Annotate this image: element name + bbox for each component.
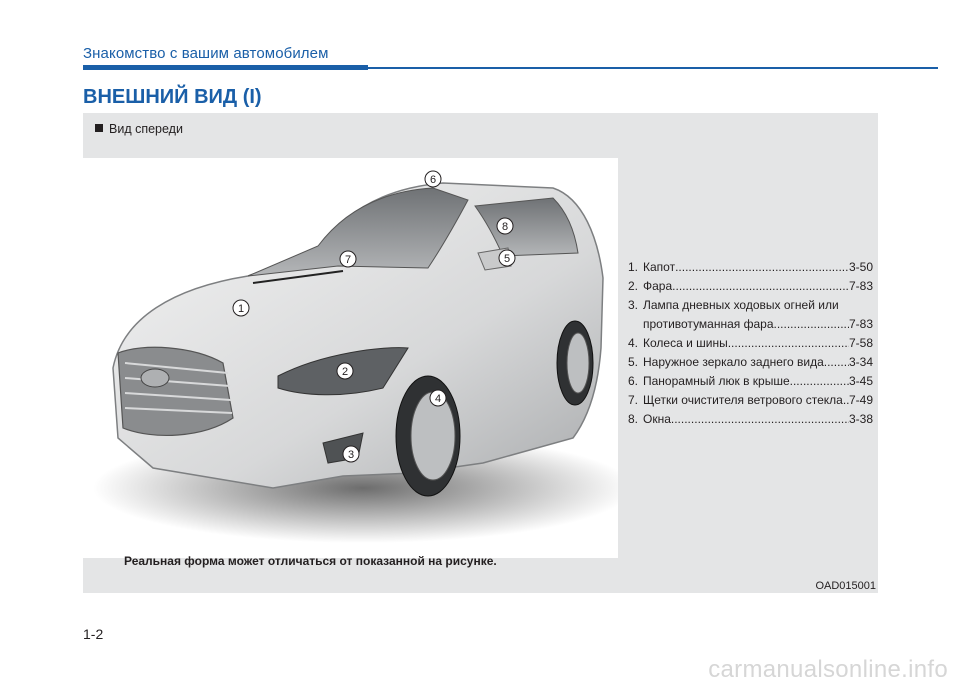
legend-num: 6. <box>628 374 639 388</box>
callout-5 <box>499 250 515 266</box>
grille <box>118 347 233 435</box>
grille-emblem <box>141 369 169 387</box>
legend-label: Лампа дневных ходовых огней или <box>643 298 839 312</box>
callout-7 <box>340 251 356 267</box>
legend-page: 7-58 <box>848 336 873 350</box>
leader-dots <box>824 353 849 372</box>
legend-item <box>628 258 873 277</box>
legend-item <box>628 391 873 410</box>
legend-num: 7. <box>628 393 639 407</box>
legend-page: 3-34 <box>848 355 873 369</box>
leader-dots <box>671 410 849 429</box>
car-illustration <box>83 158 618 558</box>
legend-item <box>628 277 873 296</box>
legend-page: 3-45 <box>848 374 873 388</box>
svg-text:5: 5 <box>503 253 511 265</box>
header-rule-thin <box>368 67 938 69</box>
figure-code: OAD015001 <box>815 580 876 592</box>
legend-item <box>628 410 873 429</box>
page-heading: ВНЕШНИЙ ВИД (I) <box>83 86 262 108</box>
legend-num: 2. <box>628 279 639 293</box>
callout-4 <box>430 390 446 406</box>
legend-page: 3-38 <box>848 412 873 426</box>
legend-label: Фара <box>643 279 673 293</box>
legend-label: Наружное зеркало заднего вида <box>643 355 824 369</box>
legend-item <box>628 296 873 315</box>
leader-dots <box>675 258 849 277</box>
callout-2 <box>337 363 353 379</box>
legend-num: 5. <box>628 355 639 369</box>
figure-note: Реальная форма может отличаться от показанной на рисунке. <box>124 554 497 568</box>
leader-dots <box>774 315 849 334</box>
legend-page: 7-83 <box>848 279 873 293</box>
legend-num: 1. <box>628 260 639 274</box>
callout-3 <box>343 446 359 462</box>
front-rim <box>411 392 455 480</box>
svg-text:1: 1 <box>237 303 245 315</box>
legend-label-continued: противотуманная фара <box>643 317 774 331</box>
parts-legend <box>628 258 873 429</box>
legend-num: 8. <box>628 412 639 426</box>
legend-item-continued <box>628 315 873 334</box>
page-number: 1-2 <box>83 626 104 642</box>
figure-panel <box>83 113 878 593</box>
legend-page: 7-49 <box>848 393 873 407</box>
legend-label: Капот <box>643 260 676 274</box>
svg-text:4: 4 <box>434 393 442 405</box>
leader-dots <box>728 334 849 353</box>
leader-dots <box>790 372 849 391</box>
bullet-square-icon <box>95 124 103 132</box>
legend-item <box>628 372 873 391</box>
legend-num: 4. <box>628 336 639 350</box>
legend-item <box>628 353 873 372</box>
section-title: Знакомство с вашим автомобилем <box>83 45 329 62</box>
view-caption-text: Вид спереди <box>109 122 183 136</box>
legend-label: Панорамный люк в крыше <box>643 374 790 388</box>
callout-6 <box>425 171 441 187</box>
legend-num: 3. <box>628 298 639 312</box>
legend-page: 3-50 <box>848 260 873 274</box>
svg-text:6: 6 <box>429 174 437 186</box>
watermark: carmanualsonline.info <box>708 656 948 683</box>
svg-text:7: 7 <box>344 254 352 266</box>
leader-dots <box>672 277 849 296</box>
legend-label: Щетки очистителя ветрового стекла <box>643 393 843 407</box>
svg-text:2: 2 <box>341 366 349 378</box>
car-drawing <box>83 158 618 558</box>
legend-label: Окна <box>643 412 671 426</box>
svg-text:8: 8 <box>501 221 509 233</box>
callout-8 <box>497 218 513 234</box>
legend-item <box>628 334 873 353</box>
header-rule-thick <box>83 65 368 70</box>
legend-label: Колеса и шины <box>643 336 728 350</box>
svg-text:3: 3 <box>347 449 355 461</box>
callout-1 <box>233 300 249 316</box>
rear-rim <box>567 333 589 393</box>
legend-page: 7-83 <box>848 317 873 331</box>
view-caption <box>95 122 183 136</box>
